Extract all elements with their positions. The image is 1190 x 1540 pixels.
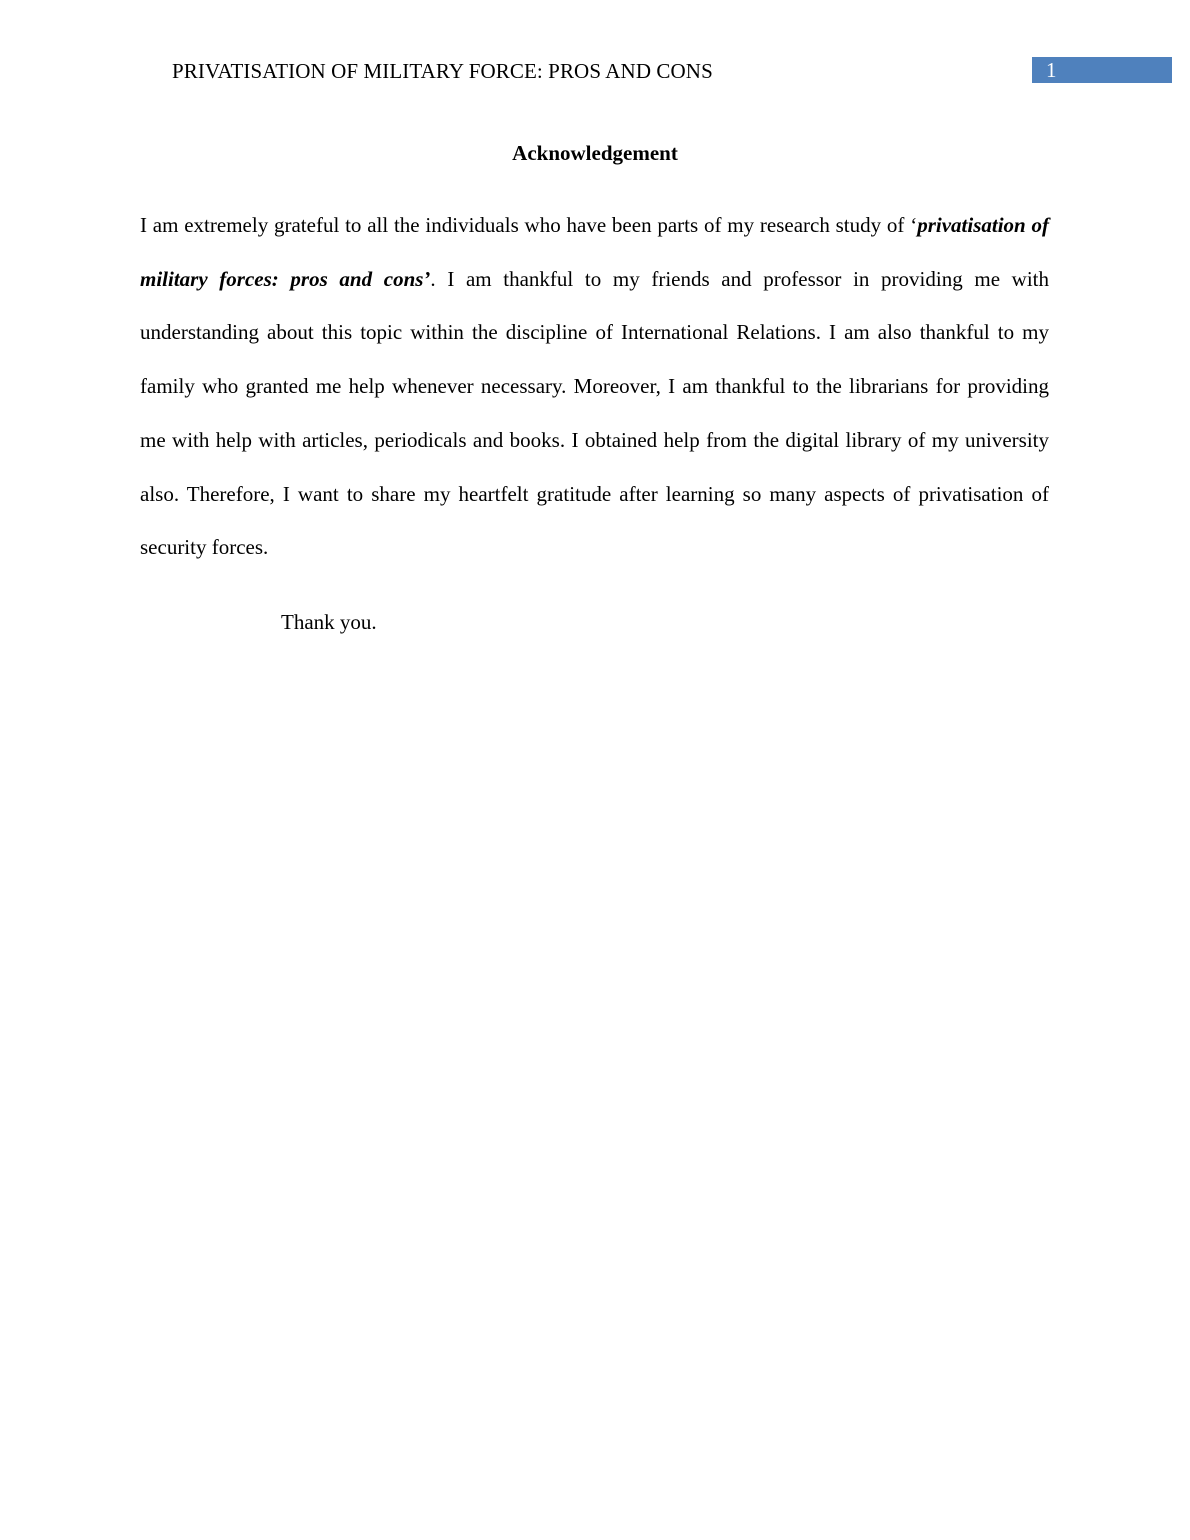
closing-line: Thank you. (281, 610, 377, 634)
paragraph-text-start: I am extremely grateful to all the individuals who have been parts of my research study of ‘ (140, 213, 918, 237)
acknowledgement-paragraph (140, 199, 1049, 575)
paragraph-emphasized-title: privatisation of military forces: pros and cons’ (140, 213, 1050, 291)
section-heading: Acknowledgement (512, 141, 678, 165)
page-number: 1 (1046, 58, 1057, 82)
page-number-badge (1032, 57, 1172, 83)
paragraph-text-end: . I am thankful to my friends and professor in providing me with understanding about this topic within the discipline of International Relations. I am also thankful to my family who granted me help whenever necessary. Moreover, I am thankful to the librarians for providing me with help with articles, periodicals and books. I obtained help from the digital library of my university also. Therefore, I want to share my heartfelt gratitude after learning so many aspects of privatisation of security forces. (140, 266, 1049, 560)
running-header-title: PRIVATISATION OF MILITARY FORCE: PROS AND CONS (172, 59, 713, 83)
